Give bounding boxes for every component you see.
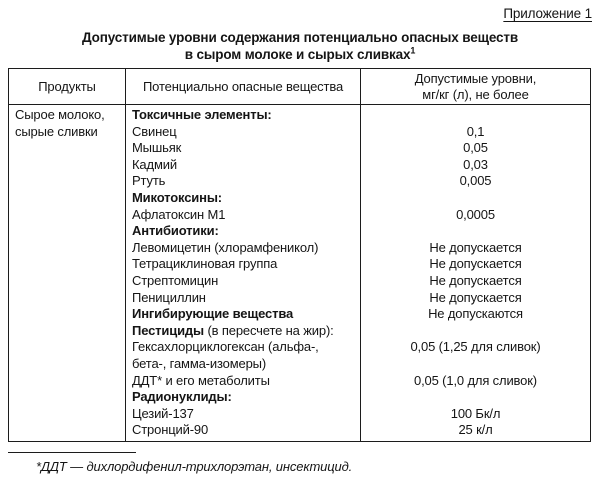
substance-name: Левомицетин (хлорамфеникол)	[132, 239, 319, 255]
level-value: 0,1	[466, 123, 485, 139]
level-value	[361, 356, 590, 373]
level-value: 0,05 (1,25 для сливок)	[410, 339, 541, 355]
substance-line	[126, 173, 360, 190]
substance-line	[126, 339, 360, 356]
substance-name: Ртуть	[132, 173, 166, 189]
footnote-text: *ДДТ — дихлордифенил-трихлорэтан, инсектицид.	[36, 459, 353, 474]
levels-cell	[361, 105, 590, 441]
column-header-substances-label: Потенциально опасные вещества	[142, 78, 344, 94]
level-value: 100 Бк/л	[450, 405, 501, 421]
substance-line	[126, 190, 360, 207]
substance-line	[126, 290, 360, 307]
document-title-line2-text: в сыром молоке и сырых сливках	[184, 47, 411, 62]
products-cell	[9, 105, 126, 441]
level-value	[361, 107, 590, 124]
level-value: 25 к/л	[458, 422, 493, 438]
substance-line	[126, 124, 360, 141]
substance-line	[126, 223, 360, 240]
substance-line	[126, 107, 360, 124]
substance-line	[126, 207, 360, 224]
column-header-levels-line2: мг/кг (л), не более	[422, 86, 529, 102]
substance-name: Пенициллин	[132, 289, 206, 305]
level-value: 0,0005	[456, 206, 495, 222]
substance-line	[126, 406, 360, 423]
substance-group-label: Ингибирующие вещества	[132, 306, 294, 322]
products-cell-line2: сырые сливки	[15, 123, 98, 139]
table-header-row	[9, 69, 590, 105]
substance-name: ДДТ* и его метаболиты	[132, 372, 270, 388]
substance-name: Гексахлорциклогексан (альфа-,	[132, 339, 319, 355]
substance-line	[126, 323, 360, 340]
level-value	[361, 323, 590, 340]
substance-group-label: Микотоксины:	[132, 189, 222, 205]
substance-line	[126, 240, 360, 257]
limits-table	[8, 68, 591, 442]
substance-line	[126, 140, 360, 157]
level-value: 0,005	[459, 173, 492, 189]
level-value	[361, 389, 590, 406]
substance-name: бета-, гамма-изомеры)	[132, 355, 267, 371]
substance-name: Кадмий	[132, 156, 177, 172]
substances-cell	[126, 105, 361, 441]
title-footnote-mark: 1	[410, 45, 416, 56]
footnote-divider	[8, 452, 136, 453]
substance-group-label: Пестициды	[132, 322, 204, 338]
level-value	[361, 223, 590, 240]
substance-name: Стрептомицин	[132, 272, 219, 288]
column-header-products	[9, 69, 126, 104]
appendix-label: Приложение 1	[503, 6, 592, 21]
substance-line	[126, 373, 360, 390]
substance-name: Стронций-90	[132, 422, 209, 438]
products-cell-line1: Сырое молоко,	[15, 107, 105, 122]
level-value	[361, 190, 590, 207]
substance-name: (в пересчете на жир):	[203, 322, 334, 338]
table-body-row	[9, 105, 590, 441]
substance-name: Афлатоксин М1	[132, 206, 226, 222]
column-header-substances	[126, 69, 361, 104]
substance-name: Свинец	[132, 123, 177, 139]
document-title-line2	[0, 46, 600, 63]
level-value: 0,03	[463, 156, 488, 172]
document-title	[0, 29, 600, 63]
column-header-levels	[361, 69, 590, 104]
level-value: Не допускается	[429, 239, 522, 255]
level-value: Не допускается	[429, 272, 522, 288]
substance-group-label: Антибиотики:	[132, 223, 219, 239]
substance-line	[126, 306, 360, 323]
substance-name: Мышьяк	[132, 140, 182, 156]
document-title-line1: Допустимые уровни содержания потенциально опасных веществ	[82, 30, 518, 45]
substance-name: Тетрациклиновая группа	[132, 256, 278, 272]
substance-name: Цезий-137	[132, 405, 194, 421]
substance-line	[126, 356, 360, 373]
column-header-levels-line1: Допустимые уровни,	[414, 70, 537, 86]
substance-line	[126, 389, 360, 406]
substance-line	[126, 422, 360, 439]
level-value: Не допускаются	[428, 306, 523, 322]
level-value: 0,05 (1,0 для сливок)	[414, 372, 537, 388]
substance-line	[126, 157, 360, 174]
column-header-products-label: Продукты	[38, 78, 96, 94]
level-value: 0,05	[463, 140, 488, 156]
substance-line	[126, 273, 360, 290]
substance-group-label: Радионуклиды:	[132, 389, 232, 405]
level-value: Не допускается	[429, 256, 522, 272]
substance-group-label: Токсичные элементы:	[132, 107, 272, 122]
level-value: Не допускается	[429, 289, 522, 305]
substance-line	[126, 256, 360, 273]
